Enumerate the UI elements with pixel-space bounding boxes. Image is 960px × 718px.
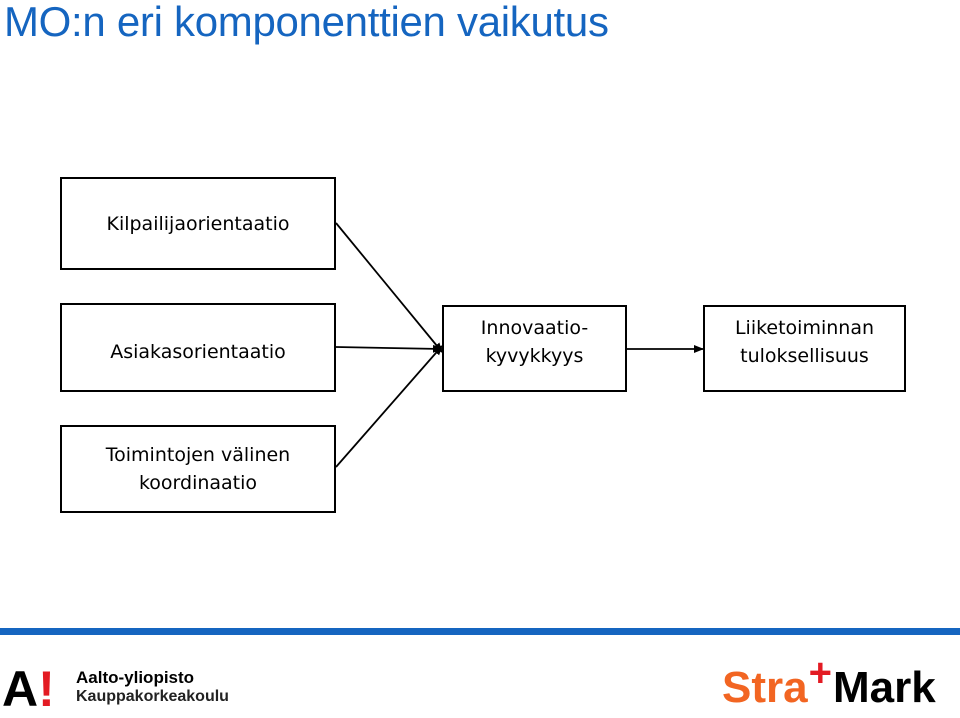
box-label-line: Asiakasorientaatio bbox=[110, 340, 286, 363]
box-label-line: koordinaatio bbox=[138, 472, 258, 494]
box-label-line: Toimintojen välinen bbox=[105, 444, 291, 466]
box-label-line: Liiketoiminnan bbox=[734, 316, 875, 339]
box-innovation-capability bbox=[442, 305, 627, 392]
stramark-mark: Mark bbox=[832, 663, 936, 712]
aalto-logo bbox=[2, 661, 55, 717]
box-competitor-orientation bbox=[60, 177, 336, 270]
box-customer-orientation bbox=[60, 303, 336, 392]
stramark-plus: + bbox=[808, 651, 832, 695]
box-label-line: kyvykkyys bbox=[485, 344, 584, 367]
stramark-stra: Stra bbox=[722, 663, 808, 712]
stramark-logo bbox=[722, 651, 936, 717]
aalto-logo-exclamation: ! bbox=[38, 661, 55, 717]
aalto-school-name: Kauppakorkeakoulu bbox=[76, 688, 229, 705]
aalto-logo-letter: A bbox=[2, 661, 39, 717]
arrow-coordination-to-innovation bbox=[336, 346, 442, 467]
aalto-wordmark bbox=[76, 668, 229, 706]
box-label-line: Innovaatio- bbox=[480, 316, 589, 339]
arrow-competitor-to-innovation bbox=[336, 223, 442, 352]
box-business-performance bbox=[703, 305, 906, 392]
box-label-line: Kilpailijaorientaatio bbox=[106, 212, 290, 235]
arrow-customer-to-innovation bbox=[336, 347, 442, 349]
footer-divider bbox=[0, 628, 960, 635]
page-title: MO:n eri komponenttien vaikutus bbox=[4, 0, 609, 45]
box-interfunctional-coordination bbox=[60, 425, 336, 513]
aalto-university-name: Aalto-yliopisto bbox=[76, 668, 195, 687]
box-label-line: tuloksellisuus bbox=[740, 344, 869, 367]
